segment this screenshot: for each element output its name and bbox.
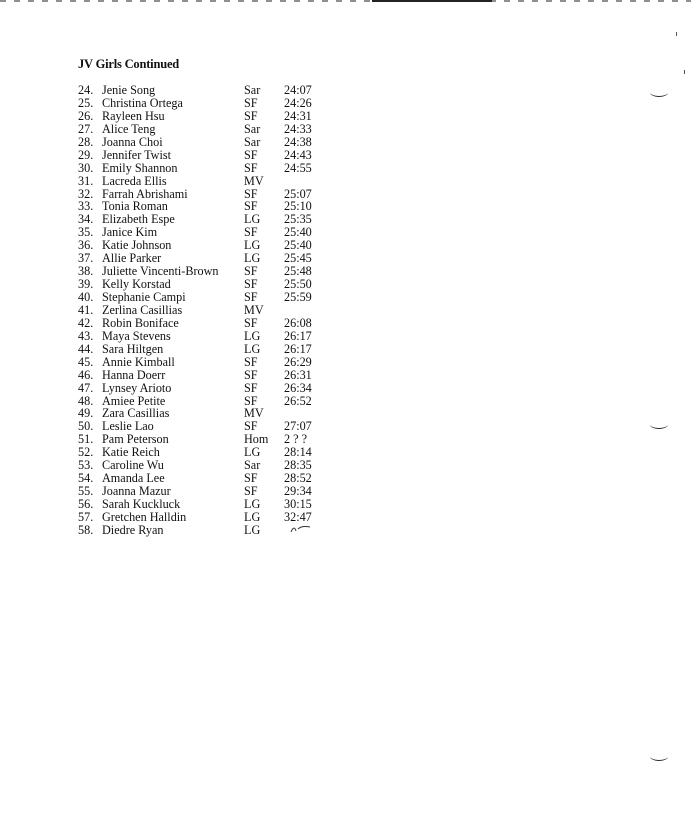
runner-name: Emily Shannon (102, 160, 178, 175)
finish-time: 24:33 (284, 121, 312, 136)
runner-name: Lacreda Ellis (102, 173, 167, 188)
runner-name: Joanna Choi (102, 134, 163, 149)
place-number: 51. (78, 432, 94, 447)
team-code: MV (244, 173, 264, 188)
place-number: 54. (78, 471, 94, 486)
team-code: SF (244, 367, 258, 382)
place-number: 57. (78, 509, 94, 524)
team-code: MV (244, 302, 264, 317)
finish-time: 26:34 (284, 380, 312, 395)
finish-time: 24:07 (284, 83, 312, 97)
runner-name: Robin Boniface (102, 315, 179, 330)
finish-time: 24:55 (284, 160, 312, 175)
place-number: 30. (78, 160, 94, 175)
runner-name: Jennifer Twist (102, 147, 171, 162)
scan-edge-dots (0, 0, 691, 2)
team-code: SF (244, 277, 258, 292)
place-number: 46. (78, 367, 94, 382)
finish-time: 26:17 (284, 328, 312, 343)
margin-mark (650, 88, 668, 97)
place-number: 36. (78, 238, 94, 253)
team-code: LG (244, 238, 261, 253)
finish-time: 25:40 (284, 225, 312, 240)
runner-name: Stephanie Campi (102, 290, 186, 304)
runner-name: Leslie Lao (102, 419, 154, 434)
team-code: SF (244, 264, 258, 279)
runner-name: Joanna Mazur (102, 484, 171, 499)
runner-name: Maya Stevens (102, 328, 171, 343)
finish-time: 24:38 (284, 134, 312, 149)
team-code: Sar (244, 121, 261, 136)
place-number: 24. (78, 83, 94, 97)
runner-name: Elizabeth Espe (102, 212, 175, 227)
runner-name: Gretchen Halldin (102, 509, 187, 524)
finish-time: 29:34 (284, 484, 312, 499)
team-code: SF (244, 160, 258, 175)
place-number: 55. (78, 484, 94, 499)
runner-name: Sara Hiltgen (102, 341, 164, 356)
finish-time: 27:07 (284, 419, 312, 434)
place-number: 25. (78, 95, 94, 110)
place-number: 33. (78, 199, 94, 214)
place-number: 38. (78, 264, 94, 279)
finish-time: 25:48 (284, 264, 312, 279)
place-number: 49. (78, 406, 94, 421)
runner-name: Pam Peterson (102, 432, 169, 447)
team-code: LG (244, 328, 261, 343)
team-code: Sar (244, 134, 261, 149)
team-code: LG (244, 497, 261, 511)
place-number: 26. (78, 108, 94, 123)
runner-name: Katie Johnson (102, 238, 172, 253)
team-code: SF (244, 315, 258, 330)
place-number: 56. (78, 497, 94, 511)
finish-time: 26:52 (284, 393, 312, 408)
runner-name: Christina Ortega (102, 95, 183, 110)
runner-name: Alice Teng (102, 121, 156, 136)
place-number: 31. (78, 173, 94, 188)
place-number: 32. (78, 186, 94, 201)
finish-time: 25:40 (284, 238, 312, 253)
team-code: SF (244, 108, 258, 123)
team-code: Sar (244, 83, 261, 97)
team-code: SF (244, 393, 258, 408)
finish-time: 24:31 (284, 108, 312, 123)
place-number: 58. (78, 522, 94, 537)
team-code: LG (244, 509, 261, 524)
runner-name: Kelly Korstad (102, 277, 171, 292)
scan-edge-line (372, 0, 492, 2)
finish-time: 28:35 (284, 458, 312, 473)
team-code: SF (244, 199, 258, 214)
section-heading: JV Girls Continued (78, 57, 180, 71)
margin-mark (650, 752, 668, 761)
runner-name: Sarah Kuckluck (102, 497, 181, 511)
finish-time: 2 ? ? (284, 432, 308, 447)
finish-time: 25:45 (284, 251, 312, 266)
finish-time: 28:14 (284, 445, 312, 460)
runner-name: Tonia Roman (102, 199, 168, 214)
place-number: 44. (78, 341, 94, 356)
team-code: Sar (244, 458, 261, 473)
team-code: LG (244, 212, 261, 227)
finish-time: 25:50 (284, 277, 312, 292)
team-code: MV (244, 406, 264, 421)
finish-time: 25:59 (284, 290, 312, 304)
place-number: 42. (78, 315, 94, 330)
place-number: 34. (78, 212, 94, 227)
team-code: SF (244, 95, 258, 110)
runner-name: Lynsey Arioto (102, 380, 172, 395)
runner-name: Katie Reich (102, 445, 160, 460)
team-code: LG (244, 522, 261, 537)
runner-name: Zerlina Casillias (102, 302, 183, 317)
team-code: SF (244, 484, 258, 499)
finish-time: 25:07 (284, 186, 312, 201)
finish-time: 26:08 (284, 315, 312, 330)
place-number: 50. (78, 419, 94, 434)
place-number: 39. (78, 277, 94, 292)
team-code: SF (244, 354, 258, 369)
runner-name: Diedre Ryan (102, 522, 164, 537)
runner-name: Janice Kim (102, 225, 158, 240)
team-code: SF (244, 225, 258, 240)
place-number: 29. (78, 147, 94, 162)
runner-name: Hanna Doerr (102, 367, 166, 382)
team-code: SF (244, 290, 258, 304)
finish-time: 28:52 (284, 471, 312, 486)
scan-speck (684, 70, 685, 74)
finish-time: 24:43 (284, 147, 312, 162)
team-code: SF (244, 471, 258, 486)
finish-time: 26:31 (284, 367, 312, 382)
finish-time: 24:26 (284, 95, 312, 110)
team-code: Hom (244, 432, 269, 447)
team-code: LG (244, 445, 261, 460)
runner-name: Allie Parker (102, 251, 162, 266)
finish-time: 25:10 (284, 199, 312, 214)
runner-name: Rayleen Hsu (102, 108, 165, 123)
place-number: 52. (78, 445, 94, 460)
finish-time: 30:15 (284, 497, 312, 511)
place-number: 40. (78, 290, 94, 304)
team-code: LG (244, 251, 261, 266)
finish-time: 32:47 (284, 509, 312, 524)
runner-name: Zara Casillias (102, 406, 170, 421)
place-number: 53. (78, 458, 94, 473)
handwritten-scribble (290, 524, 312, 534)
place-number: 27. (78, 121, 94, 136)
scan-speck (676, 32, 677, 36)
place-number: 28. (78, 134, 94, 149)
runner-name: Farrah Abrishami (102, 186, 188, 201)
runner-name: Amiee Petite (102, 393, 166, 408)
runner-name: Caroline Wu (102, 458, 164, 473)
team-code: SF (244, 147, 258, 162)
runner-name: Amanda Lee (102, 471, 165, 486)
place-number: 45. (78, 354, 94, 369)
finish-time: 25:35 (284, 212, 312, 227)
team-code: SF (244, 186, 258, 201)
team-code: SF (244, 419, 258, 434)
place-number: 48. (78, 393, 94, 408)
place-number: 37. (78, 251, 94, 266)
finish-time: 26:17 (284, 341, 312, 356)
team-code: SF (244, 380, 258, 395)
team-code: LG (244, 341, 261, 356)
margin-mark (650, 420, 668, 429)
place-number: 35. (78, 225, 94, 240)
runner-name: Jenie Song (102, 83, 156, 97)
runner-name: Juliette Vincenti-Brown (102, 264, 219, 279)
place-number: 47. (78, 380, 94, 395)
place-number: 41. (78, 302, 94, 317)
runner-name: Annie Kimball (102, 354, 175, 369)
finish-time: 26:29 (284, 354, 312, 369)
place-number: 43. (78, 328, 94, 343)
